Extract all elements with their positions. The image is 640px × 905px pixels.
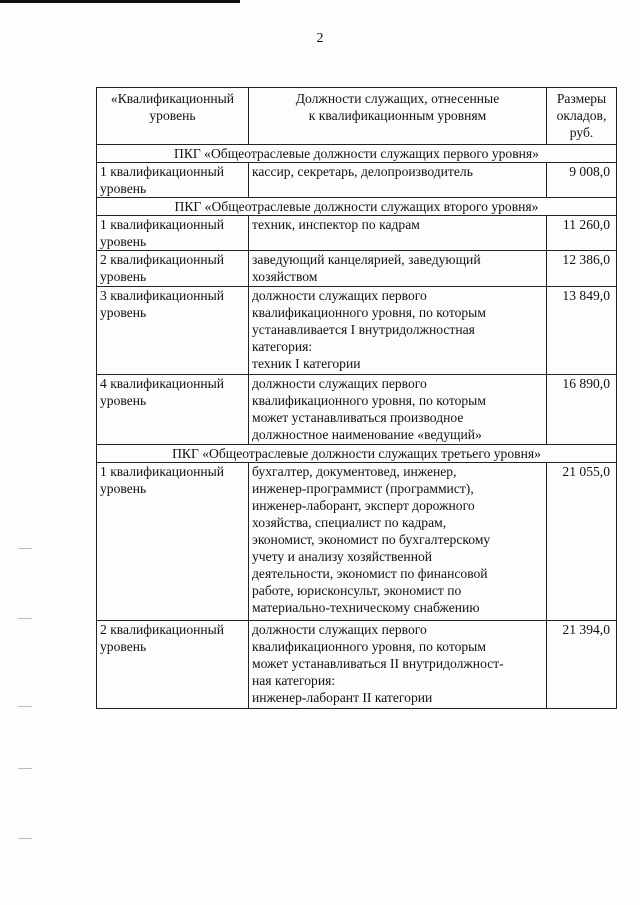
positions-cell: должности служащих первого квалификационного уровня, по которым может устанавливаться производное должностное наименование «ведущий» — [249, 375, 547, 445]
table-row — [97, 251, 617, 287]
salary-cell: 21 394,0 — [547, 621, 617, 709]
positions-cell: заведующий канцелярией, заведующий хозяйством — [249, 251, 547, 287]
top-border-line — [0, 0, 240, 3]
margin-mark — [18, 618, 32, 619]
group-title-row — [97, 445, 617, 463]
positions-cell: должности служащих первого квалификационного уровня, по которым устанавливается I внутридолжностная категория: техник I категории — [249, 287, 547, 375]
margin-mark — [18, 838, 32, 839]
header-positions: Должности служащих, отнесенные к квалификационным уровням — [249, 88, 547, 145]
table-row — [97, 375, 617, 445]
header-qualification-level: «Квалификационный уровень — [97, 88, 249, 145]
salary-cell: 21 055,0 — [547, 463, 617, 621]
table-row — [97, 216, 617, 251]
salary-cell: 12 386,0 — [547, 251, 617, 287]
margin-mark — [18, 706, 32, 707]
group-title-row — [97, 145, 617, 163]
positions-cell: бухгалтер, документовед, инженер, инженер-программист (программист), инженер-лаборант, эксперт дорожного хозяйства, специалист по кадрам, экономист, экономист по бухгалтерскому учету и анализу хозяйственной деятельности, экономист по финансовой работе, юрисконсульт, экономист по материально-техническому снабжению — [249, 463, 547, 621]
level-cell: 1 квалификационный уровень — [97, 163, 249, 198]
group-title-row — [97, 198, 617, 216]
salary-cell: 16 890,0 — [547, 375, 617, 445]
level-cell: 2 квалификационный уровень — [97, 621, 249, 709]
table-row — [97, 463, 617, 621]
salary-cell: 9 008,0 — [547, 163, 617, 198]
table-row — [97, 287, 617, 375]
group-title: ПКГ «Общеотраслевые должности служащих первого уровня» — [97, 145, 617, 163]
positions-cell: техник, инспектор по кадрам — [249, 216, 547, 251]
level-cell: 1 квалификационный уровень — [97, 216, 249, 251]
page-number: 2 — [316, 31, 324, 46]
level-cell: 2 квалификационный уровень — [97, 251, 249, 287]
positions-cell: должности служащих первого квалификационного уровня, по которым может устанавливаться II внутридолжност- ная категория: инженер-лаборант II категории — [249, 621, 547, 709]
table-row — [97, 163, 617, 198]
header-salary: Размеры окладов, руб. — [547, 88, 617, 145]
table-header-row — [97, 88, 617, 145]
level-cell: 4 квалификационный уровень — [97, 375, 249, 445]
salary-cell: 13 849,0 — [547, 287, 617, 375]
margin-mark — [18, 548, 32, 549]
level-cell: 1 квалификационный уровень — [97, 463, 249, 621]
table-row — [97, 621, 617, 709]
salary-cell: 11 260,0 — [547, 216, 617, 251]
group-title: ПКГ «Общеотраслевые должности служащих второго уровня» — [97, 198, 617, 216]
level-cell: 3 квалификационный уровень — [97, 287, 249, 375]
margin-mark — [18, 768, 32, 769]
group-title: ПКГ «Общеотраслевые должности служащих третьего уровня» — [97, 445, 617, 463]
salary-table — [96, 87, 617, 709]
positions-cell: кассир, секретарь, делопроизводитель — [249, 163, 547, 198]
